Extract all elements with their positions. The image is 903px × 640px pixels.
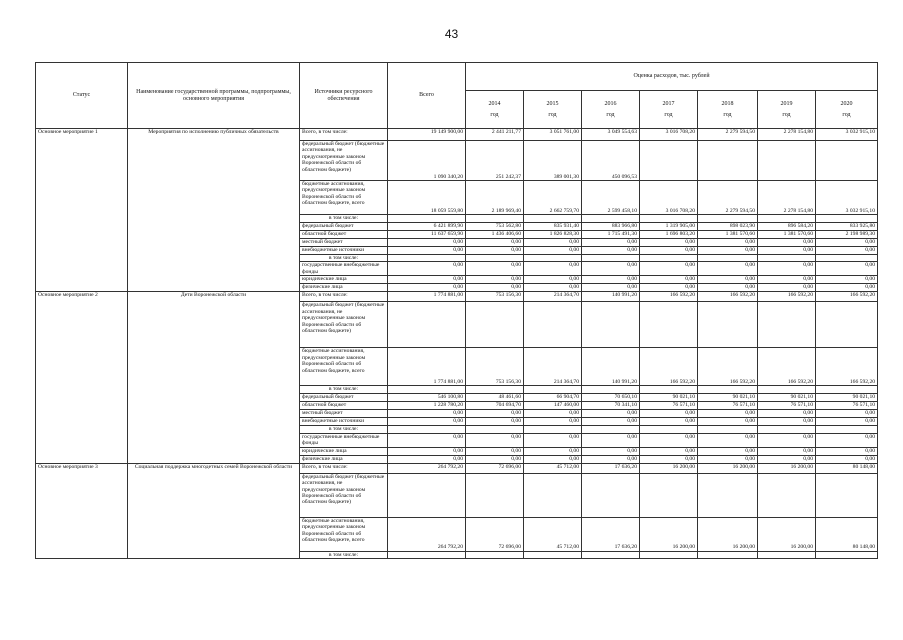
source-cell: федеральный бюджет (бюджетные ассигнования, не предусмотренные законом Воронежской области об областном бюджете) <box>300 473 388 517</box>
year-value-cell: 166 592,20 <box>816 292 878 302</box>
year-value-cell: 214 364,70 <box>524 292 582 302</box>
year-value-cell: 16 200,00 <box>640 517 698 551</box>
year-value-cell <box>758 386 816 394</box>
source-cell: федеральный бюджет (бюджетные ассигнования, не предусмотренные законом Воронежской области об областном бюджете) <box>300 302 388 348</box>
year-value-cell <box>524 215 582 223</box>
year-value-cell: 0,00 <box>698 276 758 284</box>
year-value-cell: 0,00 <box>640 239 698 247</box>
year-value-cell <box>582 215 640 223</box>
header-year-number: 2019 <box>780 100 793 107</box>
year-value-cell: 0,00 <box>466 418 524 426</box>
year-value-cell <box>698 386 758 394</box>
year-value-cell: 0,00 <box>466 247 524 255</box>
year-value-cell: 90 021,10 <box>758 394 816 402</box>
total-cell: 0,00 <box>388 247 466 255</box>
program-name-cell: Мероприятия по исполнению публичных обязательств <box>128 129 300 292</box>
year-value-cell: 0,00 <box>524 239 582 247</box>
year-value-cell: 0,00 <box>524 418 582 426</box>
year-value-cell: 0,00 <box>758 247 816 255</box>
total-cell: 264 792,20 <box>388 517 466 551</box>
year-value-cell: 76 571,10 <box>698 402 758 410</box>
table-row <box>36 129 878 141</box>
year-value-cell: 166 592,20 <box>640 348 698 386</box>
year-value-cell: 0,00 <box>524 276 582 284</box>
year-value-cell <box>524 302 582 348</box>
year-value-cell: 0,00 <box>640 284 698 292</box>
year-value-cell <box>698 426 758 433</box>
year-value-cell: 0,00 <box>524 433 582 447</box>
year-value-cell: 3 016 708,20 <box>640 129 698 141</box>
year-value-cell: 166 592,20 <box>640 292 698 302</box>
year-value-cell: 0,00 <box>698 247 758 255</box>
year-value-cell: 16 200,00 <box>640 463 698 473</box>
program-name-cell: Дети Воронежской области <box>128 292 300 463</box>
year-value-cell: 0,00 <box>524 447 582 455</box>
year-value-cell: 0,00 <box>640 262 698 276</box>
year-value-cell <box>640 473 698 517</box>
year-value-cell: 70 341,10 <box>582 402 640 410</box>
year-value-cell <box>524 473 582 517</box>
year-value-cell <box>466 386 524 394</box>
year-value-cell: 0,00 <box>816 247 878 255</box>
year-value-cell: 2 279 594,50 <box>698 129 758 141</box>
year-value-cell: 76 571,10 <box>816 402 878 410</box>
header-year-unit: год <box>723 111 732 118</box>
source-cell: в том числе: <box>300 426 388 433</box>
year-value-cell <box>640 215 698 223</box>
source-cell: Всего, в том числе: <box>300 129 388 141</box>
year-value-cell: 0,00 <box>582 418 640 426</box>
year-value-cell: 0,00 <box>466 455 524 463</box>
year-value-cell: 90 021,10 <box>816 394 878 402</box>
year-value-cell <box>524 386 582 394</box>
year-value-cell: 389 001,30 <box>524 141 582 181</box>
year-value-cell: 0,00 <box>816 418 878 426</box>
header-status: Статус <box>36 63 128 129</box>
year-value-cell <box>816 473 878 517</box>
header-year-unit: год <box>782 111 791 118</box>
year-value-cell <box>816 255 878 262</box>
year-value-cell: 80 148,00 <box>816 463 878 473</box>
source-cell: физические лица <box>300 284 388 292</box>
year-value-cell: 0,00 <box>466 239 524 247</box>
total-cell: 0,00 <box>388 447 466 455</box>
header-year <box>816 91 878 129</box>
total-cell: 0,00 <box>388 276 466 284</box>
year-value-cell: 753 562,80 <box>466 223 524 231</box>
source-cell: федеральный бюджет <box>300 223 388 231</box>
year-value-cell: 80 148,00 <box>816 517 878 551</box>
total-cell: 1 774 881,00 <box>388 292 466 302</box>
year-value-cell <box>816 551 878 558</box>
year-value-cell <box>582 302 640 348</box>
year-value-cell: 2 599 458,10 <box>582 181 640 215</box>
year-value-cell: 72 696,00 <box>466 517 524 551</box>
year-value-cell <box>524 426 582 433</box>
year-value-cell: 0,00 <box>466 284 524 292</box>
header-year-unit: год <box>490 111 499 118</box>
header-year-number: 2016 <box>604 100 617 107</box>
year-value-cell: 16 200,00 <box>698 463 758 473</box>
source-cell: юридические лица <box>300 447 388 455</box>
source-cell: бюджетные ассигнования, предусмотренные законом Воронежской области об областном бюджете, всего <box>300 517 388 551</box>
year-value-cell: 72 696,00 <box>466 463 524 473</box>
year-value-cell: 0,00 <box>582 410 640 418</box>
header-year-unit: год <box>664 111 673 118</box>
year-value-cell: 0,00 <box>758 433 816 447</box>
total-cell: 1 090 340,20 <box>388 141 466 181</box>
year-value-cell <box>816 215 878 223</box>
year-value-cell: 0,00 <box>640 247 698 255</box>
total-cell: 264 792,20 <box>388 463 466 473</box>
source-cell: в том числе: <box>300 386 388 394</box>
year-value-cell: 1 436 406,60 <box>466 231 524 239</box>
year-value-cell: 140 991,20 <box>582 292 640 302</box>
header-year-unit: год <box>548 111 557 118</box>
year-value-cell <box>582 551 640 558</box>
year-value-cell: 251 242,37 <box>466 141 524 181</box>
year-value-cell: 0,00 <box>466 276 524 284</box>
year-value-cell: 753 156,30 <box>466 292 524 302</box>
total-cell: 0,00 <box>388 418 466 426</box>
year-value-cell: 753 156,30 <box>466 348 524 386</box>
total-cell: 1 774 881,00 <box>388 348 466 386</box>
year-value-cell: 0,00 <box>640 455 698 463</box>
year-value-cell <box>758 426 816 433</box>
source-cell: внебюджетные источники <box>300 418 388 426</box>
source-cell: местный бюджет <box>300 239 388 247</box>
year-value-cell: 0,00 <box>524 455 582 463</box>
year-value-cell: 2 279 594,50 <box>698 181 758 215</box>
year-value-cell: 0,00 <box>698 284 758 292</box>
total-cell: 0,00 <box>388 455 466 463</box>
year-value-cell <box>758 255 816 262</box>
year-value-cell: 3 016 708,20 <box>640 181 698 215</box>
year-value-cell: 0,00 <box>758 447 816 455</box>
year-value-cell: 0,00 <box>758 239 816 247</box>
total-cell <box>388 426 466 433</box>
year-value-cell: 166 592,20 <box>698 292 758 302</box>
year-value-cell: 0,00 <box>758 276 816 284</box>
year-value-cell <box>758 215 816 223</box>
total-cell: 6 421 899,90 <box>388 223 466 231</box>
year-value-cell: 17 636,20 <box>582 463 640 473</box>
year-value-cell: 214 364,70 <box>524 348 582 386</box>
year-value-cell <box>466 215 524 223</box>
year-value-cell <box>640 426 698 433</box>
total-cell <box>388 473 466 517</box>
source-cell: внебюджетные источники <box>300 247 388 255</box>
year-value-cell <box>698 255 758 262</box>
year-value-cell <box>698 551 758 558</box>
year-value-cell: 1 381 570,60 <box>758 231 816 239</box>
year-value-cell: 90 021,10 <box>698 394 758 402</box>
year-value-cell <box>466 551 524 558</box>
source-cell: юридические лица <box>300 276 388 284</box>
source-cell: областной бюджет <box>300 231 388 239</box>
year-value-cell: 2 662 759,70 <box>524 181 582 215</box>
year-value-cell: 2 441 211,77 <box>466 129 524 141</box>
year-value-cell: 0,00 <box>698 455 758 463</box>
year-value-cell: 66 904,70 <box>524 394 582 402</box>
year-value-cell: 166 592,20 <box>698 348 758 386</box>
table-row <box>36 463 878 473</box>
budget-table <box>35 62 878 559</box>
year-value-cell: 1 381 570,60 <box>698 231 758 239</box>
year-value-cell: 16 200,00 <box>758 463 816 473</box>
year-value-cell: 0,00 <box>816 262 878 276</box>
year-value-cell: 2 189 969,40 <box>466 181 524 215</box>
year-value-cell: 48 461,60 <box>466 394 524 402</box>
year-value-cell: 0,00 <box>582 433 640 447</box>
year-value-cell <box>758 551 816 558</box>
year-value-cell: 2 278 154,80 <box>758 181 816 215</box>
header-sources: Источники ресурсного обеспечения <box>300 63 388 129</box>
year-value-cell <box>698 473 758 517</box>
total-cell: 1 228 780,20 <box>388 402 466 410</box>
header-year <box>466 91 524 129</box>
year-value-cell: 0,00 <box>758 455 816 463</box>
year-value-cell: 1 319 905,00 <box>640 223 698 231</box>
year-value-cell: 90 021,10 <box>640 394 698 402</box>
header-year-number: 2020 <box>840 100 853 107</box>
year-value-cell: 2 198 989,30 <box>816 231 878 239</box>
year-value-cell: 1 715 491,30 <box>582 231 640 239</box>
year-value-cell <box>640 255 698 262</box>
total-cell: 11 637 659,90 <box>388 231 466 239</box>
year-value-cell <box>582 255 640 262</box>
year-value-cell: 883 966,80 <box>582 223 640 231</box>
year-value-cell: 0,00 <box>698 433 758 447</box>
source-cell: бюджетные ассигнования, предусмотренные законом Воронежской области об областном бюджете, всего <box>300 348 388 386</box>
source-cell: областной бюджет <box>300 402 388 410</box>
header-year <box>698 91 758 129</box>
year-value-cell <box>816 426 878 433</box>
year-value-cell: 898 023,90 <box>698 223 758 231</box>
header-year-unit: год <box>606 111 615 118</box>
year-value-cell: 0,00 <box>758 410 816 418</box>
total-cell <box>388 215 466 223</box>
year-value-cell: 76 571,10 <box>640 402 698 410</box>
header-total: Всего <box>388 63 466 129</box>
year-value-cell: 166 592,20 <box>758 292 816 302</box>
year-value-cell: 0,00 <box>582 276 640 284</box>
year-value-cell: 16 200,00 <box>758 517 816 551</box>
year-value-cell <box>582 386 640 394</box>
status-cell: Основное мероприятие 2 <box>36 292 128 463</box>
header-year-number: 2018 <box>721 100 734 107</box>
year-value-cell: 0,00 <box>640 410 698 418</box>
year-value-cell <box>698 302 758 348</box>
year-value-cell: 0,00 <box>524 410 582 418</box>
year-value-cell <box>758 141 816 181</box>
year-value-cell: 0,00 <box>816 410 878 418</box>
year-value-cell: 450 096,53 <box>582 141 640 181</box>
year-value-cell: 3 032 915,10 <box>816 181 878 215</box>
year-value-cell: 0,00 <box>640 276 698 284</box>
year-value-cell: 0,00 <box>816 239 878 247</box>
year-value-cell <box>466 255 524 262</box>
year-value-cell <box>758 302 816 348</box>
year-value-cell: 76 571,10 <box>758 402 816 410</box>
table-row <box>36 292 878 302</box>
source-cell: в том числе: <box>300 551 388 558</box>
year-value-cell: 0,00 <box>582 262 640 276</box>
year-value-cell <box>816 141 878 181</box>
year-value-cell: 1 696 803,20 <box>640 231 698 239</box>
year-value-cell <box>466 473 524 517</box>
program-name-cell: Социальная поддержка многодетных семей Воронежской области <box>128 463 300 558</box>
total-cell <box>388 302 466 348</box>
total-cell: 0,00 <box>388 239 466 247</box>
source-cell: федеральный бюджет <box>300 394 388 402</box>
source-cell: государственные внебюджетные фонды <box>300 262 388 276</box>
year-value-cell: 896 584,20 <box>758 223 816 231</box>
total-cell <box>388 386 466 394</box>
year-value-cell: 1 826 828,30 <box>524 231 582 239</box>
header-estimate: Оценка расходов, тыс. рублей <box>466 63 878 91</box>
year-value-cell: 0,00 <box>582 455 640 463</box>
source-cell: бюджетные ассигнования, предусмотренные законом Воронежской области об областном бюджете, всего <box>300 181 388 215</box>
total-cell: 0,00 <box>388 284 466 292</box>
year-value-cell: 0,00 <box>466 262 524 276</box>
year-value-cell <box>466 426 524 433</box>
year-value-cell: 16 200,00 <box>698 517 758 551</box>
year-value-cell: 0,00 <box>816 447 878 455</box>
header-year-unit: год <box>842 111 851 118</box>
total-cell: 0,00 <box>388 410 466 418</box>
source-cell: Всего, в том числе: <box>300 292 388 302</box>
year-value-cell: 0,00 <box>698 447 758 455</box>
total-cell <box>388 255 466 262</box>
year-value-cell: 0,00 <box>758 284 816 292</box>
source-cell: физические лица <box>300 455 388 463</box>
year-value-cell <box>524 255 582 262</box>
year-value-cell <box>640 386 698 394</box>
page-number: 43 <box>444 27 459 41</box>
status-cell: Основное мероприятие 1 <box>36 129 128 292</box>
year-value-cell: 45 712,00 <box>524 463 582 473</box>
source-cell: федеральный бюджет (бюджетные ассигнования, не предусмотренные законом Воронежской области об областном бюджете) <box>300 141 388 181</box>
year-value-cell: 0,00 <box>466 433 524 447</box>
year-value-cell: 0,00 <box>698 262 758 276</box>
total-cell: 546 100,80 <box>388 394 466 402</box>
year-value-cell <box>466 302 524 348</box>
year-value-cell: 140 991,20 <box>582 348 640 386</box>
year-value-cell <box>816 302 878 348</box>
source-cell: местный бюджет <box>300 410 388 418</box>
year-value-cell: 0,00 <box>816 276 878 284</box>
year-value-cell: 0,00 <box>640 447 698 455</box>
year-value-cell: 0,00 <box>582 247 640 255</box>
status-cell: Основное мероприятие 3 <box>36 463 128 558</box>
total-cell: 0,00 <box>388 433 466 447</box>
year-value-cell: 0,00 <box>524 262 582 276</box>
year-value-cell: 835 931,40 <box>524 223 582 231</box>
year-value-cell: 0,00 <box>816 455 878 463</box>
year-value-cell: 17 636,20 <box>582 517 640 551</box>
year-value-cell <box>640 141 698 181</box>
year-value-cell: 0,00 <box>582 239 640 247</box>
year-value-cell <box>758 473 816 517</box>
year-value-cell: 0,00 <box>640 418 698 426</box>
total-cell: 18 059 559,80 <box>388 181 466 215</box>
header-year-number: 2015 <box>546 100 559 107</box>
year-value-cell <box>640 302 698 348</box>
header-year <box>582 91 640 129</box>
year-value-cell: 0,00 <box>582 284 640 292</box>
source-cell: Всего, в том числе: <box>300 463 388 473</box>
year-value-cell: 3 049 554,63 <box>582 129 640 141</box>
year-value-cell: 0,00 <box>816 433 878 447</box>
header-year <box>524 91 582 129</box>
header-year-number: 2014 <box>488 100 501 107</box>
year-value-cell: 166 592,20 <box>758 348 816 386</box>
source-cell: в том числе: <box>300 255 388 262</box>
year-value-cell: 0,00 <box>524 247 582 255</box>
year-value-cell: 704 694,70 <box>466 402 524 410</box>
year-value-cell: 0,00 <box>466 447 524 455</box>
source-cell: государственные внебюджетные фонды <box>300 433 388 447</box>
year-value-cell <box>816 386 878 394</box>
year-value-cell: 0,00 <box>582 447 640 455</box>
year-value-cell: 2 278 154,80 <box>758 129 816 141</box>
year-value-cell: 3 051 761,00 <box>524 129 582 141</box>
year-value-cell: 833 925,80 <box>816 223 878 231</box>
year-value-cell: 0,00 <box>758 262 816 276</box>
year-value-cell: 0,00 <box>524 284 582 292</box>
year-value-cell: 0,00 <box>698 410 758 418</box>
year-value-cell <box>524 551 582 558</box>
year-value-cell <box>582 473 640 517</box>
header-year-number: 2017 <box>662 100 675 107</box>
year-value-cell: 0,00 <box>640 433 698 447</box>
total-cell: 19 149 900,00 <box>388 129 466 141</box>
year-value-cell: 3 032 915,10 <box>816 129 878 141</box>
header-year <box>640 91 698 129</box>
year-value-cell <box>698 141 758 181</box>
total-cell: 0,00 <box>388 262 466 276</box>
year-value-cell <box>698 215 758 223</box>
year-value-cell: 70 650,10 <box>582 394 640 402</box>
source-cell: в том числе: <box>300 215 388 223</box>
year-value-cell: 0,00 <box>698 418 758 426</box>
year-value-cell <box>582 426 640 433</box>
year-value-cell <box>640 551 698 558</box>
year-value-cell: 166 592,20 <box>816 348 878 386</box>
total-cell <box>388 551 466 558</box>
year-value-cell: 0,00 <box>698 239 758 247</box>
header-name: Наименование государственной программы, подпрограммы, основного мероприятия <box>128 63 300 129</box>
year-value-cell: 0,00 <box>758 418 816 426</box>
year-value-cell: 147 460,00 <box>524 402 582 410</box>
year-value-cell: 0,00 <box>466 410 524 418</box>
year-value-cell: 45 712,00 <box>524 517 582 551</box>
year-value-cell: 0,00 <box>816 284 878 292</box>
header-year <box>758 91 816 129</box>
